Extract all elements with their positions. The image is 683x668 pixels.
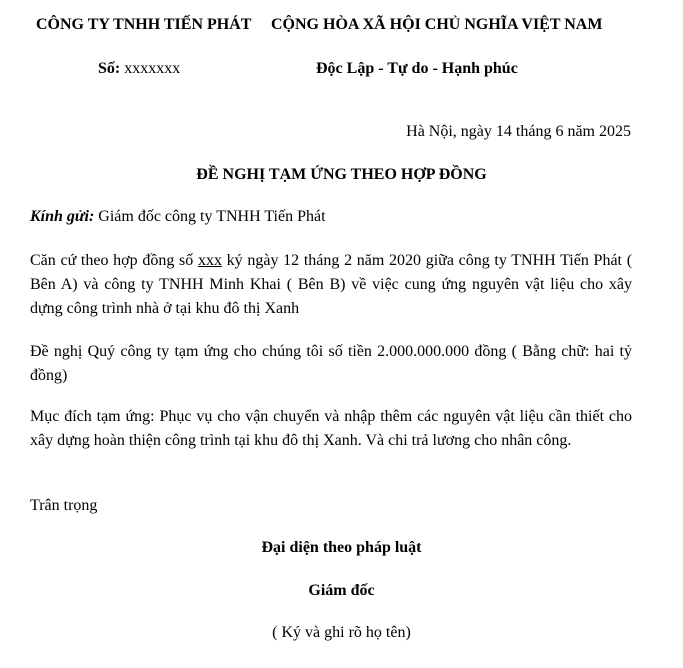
paragraph-purpose: Mục đích tạm ứng: Phục vụ cho vận chuyển và nhập thêm các nguyên vật liệu cần thiết cho xây dựng hoàn thiện công trình tại khu đô thị Xanh. Và chi trả lương cho nhân công.	[30, 408, 632, 449]
signature-role: Đại diện theo pháp luật	[261, 539, 422, 556]
contract-number: xxx	[197, 252, 222, 269]
document-title: ĐỀ NGHỊ TẠM ỨNG THEO HỢP ĐỒNG	[196, 166, 487, 183]
company-name: CÔNG TY TNHH TIẾN PHÁT	[36, 16, 252, 33]
paragraph-basis-end: ký ngày 12 tháng 2 năm 2020 giữa công ty TNHH Tiến Phát ( Bên A) và công ty TNHH Minh Khai ( Bên B) về việc cung ứng nguyên vật liệu cho xây dựng công trình nhà ở tại khu đô thị Xanh	[30, 252, 633, 317]
document-number	[98, 60, 180, 78]
recipient-label: Kính gửi:	[30, 208, 95, 225]
paragraph-basis	[30, 249, 632, 321]
closing-text: Trân trọng	[30, 497, 98, 514]
national-title: CỘNG HÒA XÃ HỘI CHỦ NGHĨA VIỆT NAM	[271, 16, 603, 33]
signature-title: Giám đốc	[308, 582, 375, 599]
paragraph-request: Đề nghị Quý công ty tạm ứng cho chúng tôi số tiền 2.000.000.000 đồng ( Bằng chữ: hai tỷ đồng)	[30, 343, 632, 384]
recipient-value: Giám đốc công ty TNHH Tiến Phát	[98, 208, 326, 225]
date-line: Hà Nội, ngày 14 tháng 6 năm 2025	[406, 123, 631, 140]
recipient-line	[30, 208, 326, 226]
national-motto: Độc Lập - Tự do - Hạnh phúc	[316, 60, 518, 77]
signature-note: ( Ký và ghi rõ họ tên)	[272, 624, 411, 641]
document-number-value: xxxxxxx	[124, 60, 181, 77]
document-number-label: Số:	[98, 60, 121, 77]
paragraph-basis-start: Căn cứ theo hợp đồng số	[30, 252, 194, 269]
